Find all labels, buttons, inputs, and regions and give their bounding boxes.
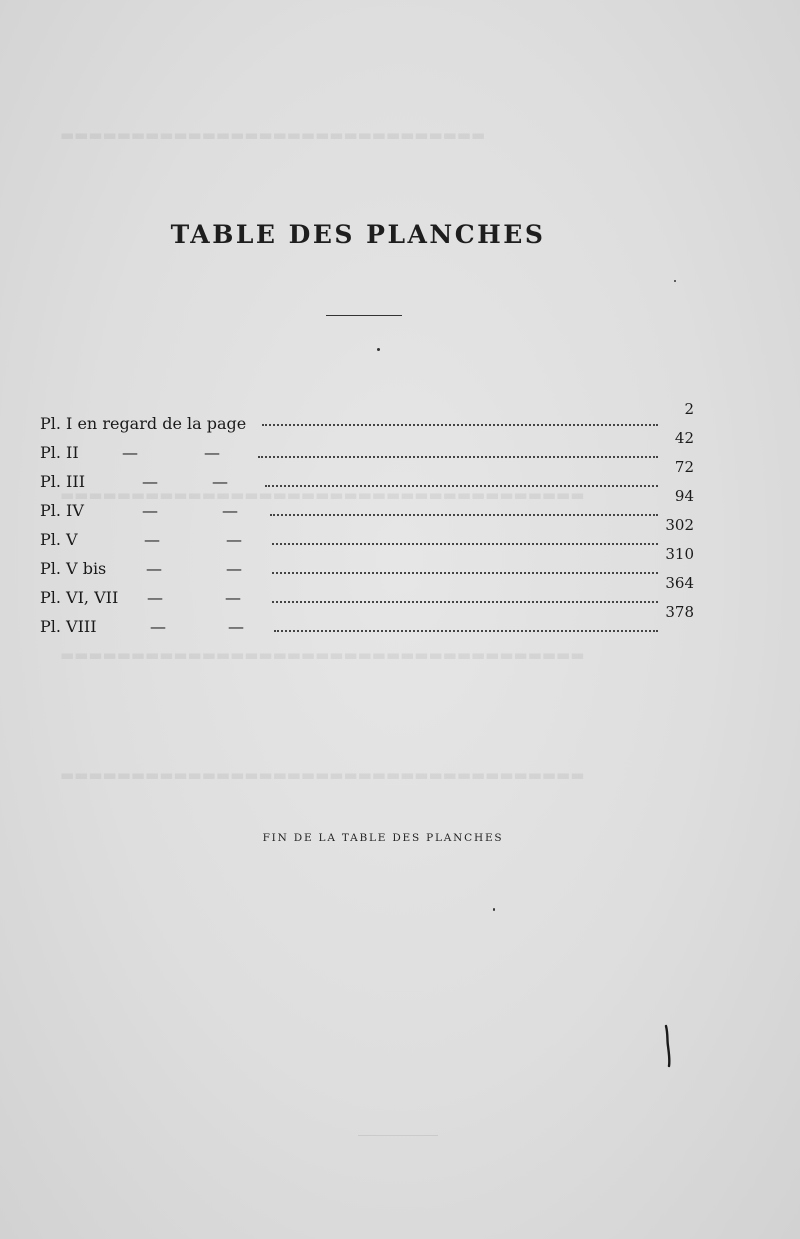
toc-entry [40, 545, 700, 578]
plate-label: Pl. III [40, 472, 86, 491]
toc-entry [40, 400, 700, 433]
page-title: TABLE DES PLANCHES [170, 220, 546, 249]
title-rule [326, 315, 402, 316]
ditto-mark: — [226, 559, 242, 578]
toc-entry [40, 429, 700, 462]
ditto-mark: — [144, 530, 160, 549]
ditto-mark: — [226, 530, 242, 549]
end-of-table-note: FIN DE LA TABLE DES PLANCHES [262, 832, 504, 844]
ditto-mark: — [212, 472, 228, 491]
toc-entry [40, 458, 700, 491]
plate-label: Pl. II [40, 443, 79, 462]
ditto-mark: — [150, 617, 166, 636]
ink-mark [663, 1024, 671, 1068]
dot-leader [274, 630, 658, 632]
toc-entry [40, 574, 700, 607]
entry-page-number: 2 [684, 400, 694, 418]
toc-entry [40, 516, 700, 549]
ink-speck [674, 280, 676, 282]
ditto-mark: — [225, 588, 241, 607]
ditto-mark: — [142, 501, 158, 520]
ditto-mark: — [222, 501, 238, 520]
plate-label: Pl. I en regard de la page [40, 414, 247, 433]
entry-page-number: 310 [665, 545, 694, 563]
ditto-mark: — [122, 443, 138, 462]
table-of-plates [40, 400, 700, 636]
plate-label: Pl. VIII [40, 617, 97, 636]
entry-label [40, 617, 244, 636]
plate-label: Pl. VI, VII [40, 588, 119, 607]
ditto-mark: — [146, 559, 162, 578]
plate-label: Pl. V bis [40, 559, 107, 578]
dot-leader [262, 424, 658, 426]
show-through-texture: ▬▬▬▬▬▬▬▬▬▬▬▬▬▬▬▬▬▬▬▬▬▬▬▬▬▬▬▬▬▬▬▬▬▬▬▬▬ [60, 486, 585, 504]
footer-show-through-rule [358, 1135, 438, 1136]
ink-speck [493, 908, 495, 911]
toc-entry [40, 603, 700, 636]
entry-page-number: 42 [674, 429, 694, 447]
entry-page-number: 302 [665, 516, 694, 534]
entry-page-number: 364 [665, 574, 694, 592]
plate-label: Pl. IV [40, 501, 84, 520]
show-through-texture: ▬▬▬▬▬▬▬▬▬▬▬▬▬▬▬▬▬▬▬▬▬▬▬▬▬▬▬▬▬▬ [60, 126, 486, 144]
entry-page-number: 72 [674, 458, 694, 476]
ink-speck [377, 348, 380, 351]
ditto-mark: — [142, 472, 158, 491]
ditto-mark: — [147, 588, 163, 607]
entry-page-number: 378 [665, 603, 694, 621]
entry-page-number: 94 [674, 487, 694, 505]
ditto-mark: — [228, 617, 244, 636]
plate-label: Pl. V [40, 530, 78, 549]
show-through-texture: ▬▬▬▬▬▬▬▬▬▬▬▬▬▬▬▬▬▬▬▬▬▬▬▬▬▬▬▬▬▬▬▬▬▬▬▬▬ [60, 646, 585, 664]
toc-entry [40, 487, 700, 520]
show-through-texture: ▬▬▬▬▬▬▬▬▬▬▬▬▬▬▬▬▬▬▬▬▬▬▬▬▬▬▬▬▬▬▬▬▬▬▬▬▬ [60, 766, 585, 784]
ditto-mark: — [204, 443, 220, 462]
